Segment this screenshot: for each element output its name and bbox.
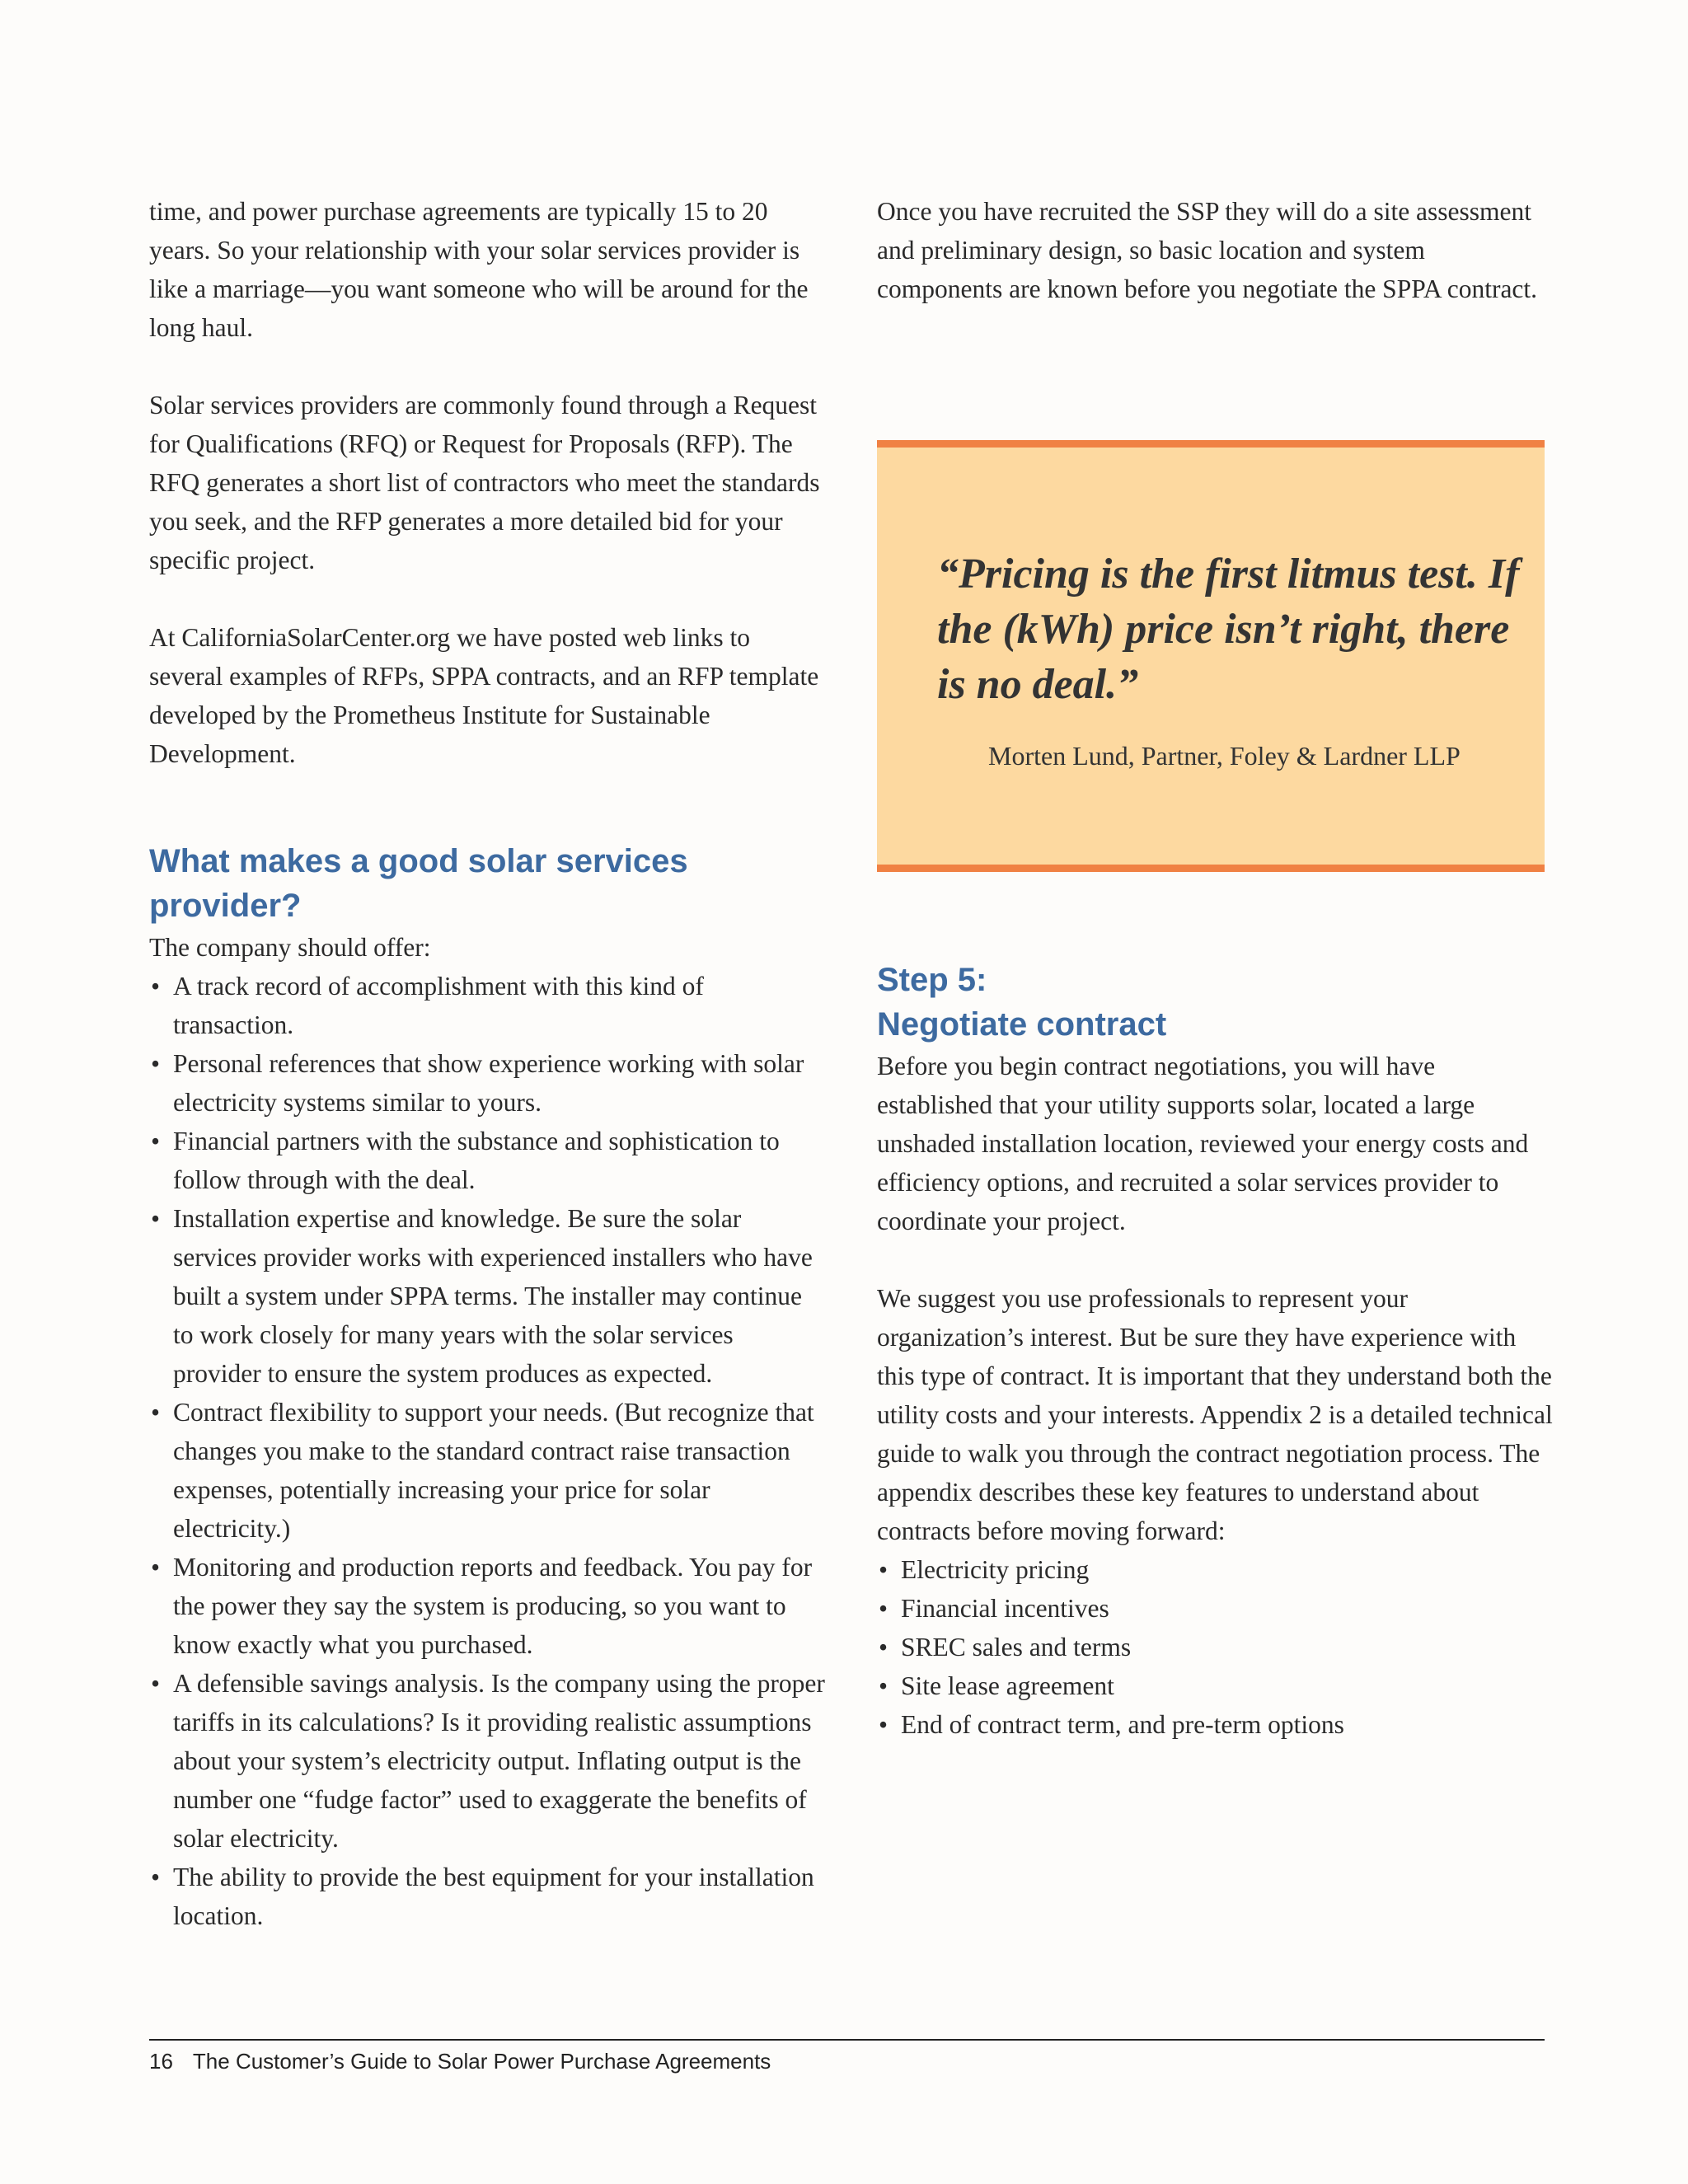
paragraph-relationship: time, and power purchase agreements are typically 15 to 20 years. So your relationship with your solar services provider is like a marriage—you want someone who will be around for the long haul. xyxy=(149,197,809,342)
list-item: • Installation expertise and knowledge. Be sure the solar services provider works with experienced installers who have built a system under SPPA terms. The installer may continue to work closely for many years with the solar services provider to ensure the system produces as expected. xyxy=(149,1199,825,1393)
paragraph-rfq-rfp: Solar services providers are commonly found through a Request for Qualifications (RFQ) or Request for Proposals (RFP). The RFQ generates a short list of contractors who meet the standards you seek, and the RFP generates a more detailed bid for your specific project. xyxy=(149,391,820,574)
paragraph-site-assessment: Once you have recruited the SSP they will do a site assessment and preliminary design, so basic location and system components are known before you negotiate the SPPA contract. xyxy=(877,197,1538,303)
footer-divider xyxy=(149,2039,1545,2041)
list-item: • Financial incentives xyxy=(877,1589,1553,1628)
step-title: Negotiate contract xyxy=(877,1006,1167,1043)
list-item: • A defensible savings analysis. Is the company using the proper tariffs in its calculations? Is it providing realistic assumptions about your system’s electricity output. Inflating output is the number one “fudge factor” used to exaggerate the benefits of solar electricity. xyxy=(149,1664,825,1858)
list-intro: The company should offer: xyxy=(149,933,431,962)
pull-quote-box xyxy=(877,440,1545,872)
publication-title: The Customer’s Guide to Solar Power Purchase Agreements xyxy=(192,2049,771,2074)
paragraph-before-negotiations: Before you begin contract negotiations, you will have established that your utility supports solar, located a large unshaded installation location, reviewed your energy costs and efficiency options, and recruited a solar services provider to coordinate your project. xyxy=(877,1052,1529,1235)
list-item: • Financial partners with the substance and sophistication to follow through with the deal. xyxy=(149,1122,825,1199)
paragraph-professionals: We suggest you use professionals to represent your organization’s interest. But be sure they have experience with this type of contract. It is important that they understand both the utility costs and your interests. Appendix 2 is a detailed technical guide to walk you through the contract negotiation process. The appendix describes these key features to understand about contracts before moving forward: xyxy=(877,1284,1553,1545)
left-column xyxy=(149,192,825,1935)
list-item: • End of contract term, and pre-term options xyxy=(877,1705,1553,1744)
list-item: • Monitoring and production reports and feedback. You pay for the power they say the system is producing, so you want to know exactly what you purchased. xyxy=(149,1548,825,1664)
list-item: • SREC sales and terms xyxy=(877,1628,1553,1666)
list-item: • Contract flexibility to support your needs. (But recognize that changes you make to the standard contract raise transaction expenses, potentially increasing your price for solar electricity.) xyxy=(149,1393,825,1548)
pull-quote-attribution: Morten Lund, Partner, Foley & Lardner LLP xyxy=(988,741,1461,771)
page-number: 16 xyxy=(149,2049,173,2074)
list-item: • Site lease agreement xyxy=(877,1666,1553,1705)
list-item: • The ability to provide the best equipment for your installation location. xyxy=(149,1858,825,1935)
page-footer xyxy=(149,2049,771,2074)
paragraph-links: At CaliforniaSolarCenter.org we have posted web links to several examples of RFPs, SPPA contracts, and an RFP template developed by the Prometheus Institute for Sustainable Development. xyxy=(149,623,819,768)
step-label: Step 5: xyxy=(877,962,987,998)
list-item: • Personal references that show experience working with solar electricity systems similar to yours. xyxy=(149,1044,825,1122)
right-column-bottom xyxy=(877,958,1553,1744)
provider-qualities-list xyxy=(149,967,825,1935)
section-heading-good-provider: What makes a good solar services provider? xyxy=(149,843,688,924)
contract-features-list xyxy=(877,1550,1553,1744)
pull-quote-text: “Pricing is the first litmus test. If the (kWh) price isn’t right, there is no deal.” xyxy=(937,551,1520,708)
right-column-top xyxy=(877,192,1553,308)
list-item: • Electricity pricing xyxy=(877,1550,1553,1589)
list-item: • A track record of accomplishment with this kind of transaction. xyxy=(149,967,825,1044)
